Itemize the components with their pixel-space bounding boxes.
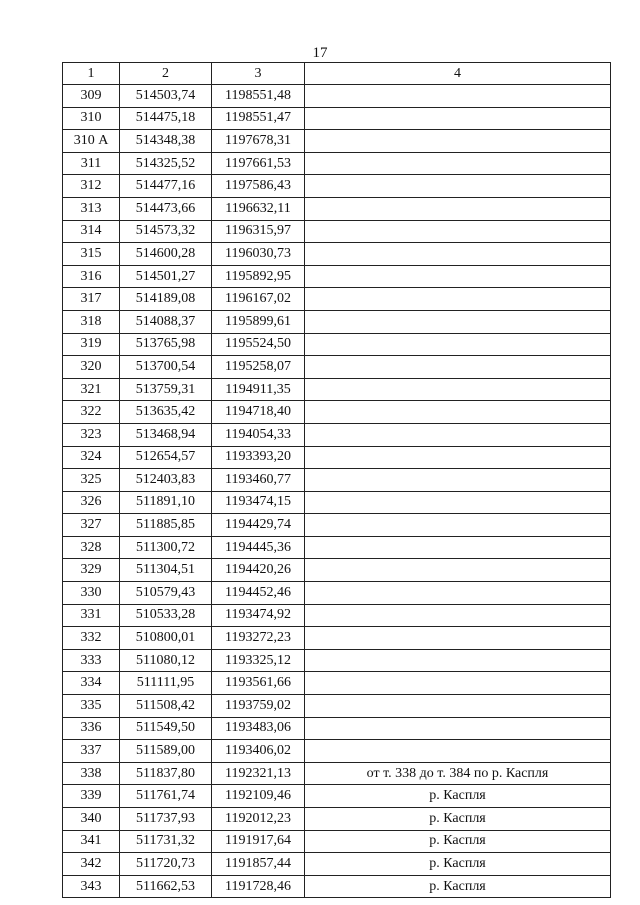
y-coordinate-cell: 1193325,12: [212, 649, 305, 672]
y-coordinate-cell: 1191857,44: [212, 853, 305, 876]
table-row: [63, 265, 611, 288]
y-coordinate-cell: 1196315,97: [212, 220, 305, 243]
table-row: [63, 197, 611, 220]
description-cell: [305, 220, 611, 243]
description-cell: [305, 243, 611, 266]
y-coordinate-cell: 1193474,92: [212, 604, 305, 627]
point-number-cell: 315: [63, 243, 120, 266]
table-row: [63, 649, 611, 672]
description-cell: [305, 582, 611, 605]
y-coordinate-cell: 1197586,43: [212, 175, 305, 198]
x-coordinate-cell: 513759,31: [120, 378, 212, 401]
description-cell: [305, 491, 611, 514]
table-row: [63, 762, 611, 785]
table-row: [63, 243, 611, 266]
table-row: [63, 491, 611, 514]
point-number-cell: 337: [63, 740, 120, 763]
x-coordinate-cell: 511662,53: [120, 875, 212, 898]
x-coordinate-cell: 514325,52: [120, 152, 212, 175]
y-coordinate-cell: 1193759,02: [212, 695, 305, 718]
x-coordinate-cell: 514348,38: [120, 130, 212, 153]
description-cell: от т. 338 до т. 384 по р. Каспля: [305, 762, 611, 785]
y-coordinate-cell: 1192012,23: [212, 808, 305, 831]
y-coordinate-cell: 1193474,15: [212, 491, 305, 514]
point-number-cell: 326: [63, 491, 120, 514]
point-number-cell: 320: [63, 356, 120, 379]
table-row: [63, 717, 611, 740]
description-cell: [305, 514, 611, 537]
y-coordinate-cell: 1198551,48: [212, 85, 305, 108]
table-row: [63, 559, 611, 582]
x-coordinate-cell: 513635,42: [120, 401, 212, 424]
x-coordinate-cell: 512654,57: [120, 446, 212, 469]
description-cell: [305, 310, 611, 333]
x-coordinate-cell: 514501,27: [120, 265, 212, 288]
table-row: [63, 378, 611, 401]
point-number-cell: 342: [63, 853, 120, 876]
point-number-cell: 324: [63, 446, 120, 469]
description-cell: [305, 536, 611, 559]
x-coordinate-cell: 511304,51: [120, 559, 212, 582]
x-coordinate-cell: 510800,01: [120, 627, 212, 650]
table-row: [63, 152, 611, 175]
y-coordinate-cell: 1195899,61: [212, 310, 305, 333]
table-header-row: [63, 63, 611, 85]
point-number-cell: 309: [63, 85, 120, 108]
y-coordinate-cell: 1196030,73: [212, 243, 305, 266]
description-cell: [305, 401, 611, 424]
point-number-cell: 329: [63, 559, 120, 582]
point-number-cell: 330: [63, 582, 120, 605]
x-coordinate-cell: 514189,08: [120, 288, 212, 311]
point-number-cell: 317: [63, 288, 120, 311]
y-coordinate-cell: 1195258,07: [212, 356, 305, 379]
y-coordinate-cell: 1192109,46: [212, 785, 305, 808]
description-cell: [305, 288, 611, 311]
y-coordinate-cell: 1193460,77: [212, 469, 305, 492]
description-cell: [305, 130, 611, 153]
table-row: [63, 627, 611, 650]
table-row: [63, 536, 611, 559]
point-number-cell: 327: [63, 514, 120, 537]
point-number-cell: 310 А: [63, 130, 120, 153]
description-cell: [305, 717, 611, 740]
table-row: [63, 695, 611, 718]
table-row: [63, 288, 611, 311]
table-row: [63, 423, 611, 446]
y-coordinate-cell: 1194429,74: [212, 514, 305, 537]
table-row: [63, 130, 611, 153]
column-header-point: 1: [63, 63, 120, 85]
description-cell: [305, 107, 611, 130]
point-number-cell: 335: [63, 695, 120, 718]
x-coordinate-cell: 511885,85: [120, 514, 212, 537]
table-row: [63, 175, 611, 198]
table-row: [63, 446, 611, 469]
column-header-y: 3: [212, 63, 305, 85]
y-coordinate-cell: 1193483,06: [212, 717, 305, 740]
point-number-cell: 321: [63, 378, 120, 401]
description-cell: [305, 265, 611, 288]
description-cell: [305, 423, 611, 446]
table-row: [63, 740, 611, 763]
point-number-cell: 334: [63, 672, 120, 695]
description-cell: [305, 649, 611, 672]
point-number-cell: 319: [63, 333, 120, 356]
point-number-cell: 338: [63, 762, 120, 785]
table-row: [63, 469, 611, 492]
x-coordinate-cell: 513765,98: [120, 333, 212, 356]
point-number-cell: 314: [63, 220, 120, 243]
description-cell: [305, 152, 611, 175]
y-coordinate-cell: 1197661,53: [212, 152, 305, 175]
x-coordinate-cell: 512403,83: [120, 469, 212, 492]
x-coordinate-cell: 514573,32: [120, 220, 212, 243]
column-header-description: 4: [305, 63, 611, 85]
y-coordinate-cell: 1193393,20: [212, 446, 305, 469]
y-coordinate-cell: 1196167,02: [212, 288, 305, 311]
x-coordinate-cell: 511549,50: [120, 717, 212, 740]
x-coordinate-cell: 511737,93: [120, 808, 212, 831]
point-number-cell: 311: [63, 152, 120, 175]
table-body: [63, 85, 611, 898]
x-coordinate-cell: 514473,66: [120, 197, 212, 220]
y-coordinate-cell: 1197678,31: [212, 130, 305, 153]
description-cell: [305, 559, 611, 582]
point-number-cell: 333: [63, 649, 120, 672]
point-number-cell: 312: [63, 175, 120, 198]
table-row: [63, 310, 611, 333]
y-coordinate-cell: 1194911,35: [212, 378, 305, 401]
table-row: [63, 333, 611, 356]
point-number-cell: 316: [63, 265, 120, 288]
point-number-cell: 340: [63, 808, 120, 831]
point-number-cell: 323: [63, 423, 120, 446]
x-coordinate-cell: 513700,54: [120, 356, 212, 379]
point-number-cell: 341: [63, 830, 120, 853]
description-cell: р. Каспля: [305, 853, 611, 876]
x-coordinate-cell: 511731,32: [120, 830, 212, 853]
y-coordinate-cell: 1195524,50: [212, 333, 305, 356]
x-coordinate-cell: 511761,74: [120, 785, 212, 808]
point-number-cell: 343: [63, 875, 120, 898]
description-cell: [305, 672, 611, 695]
x-coordinate-cell: 511720,73: [120, 853, 212, 876]
column-header-x: 2: [120, 63, 212, 85]
description-cell: [305, 333, 611, 356]
description-cell: [305, 197, 611, 220]
description-cell: [305, 469, 611, 492]
description-cell: [305, 378, 611, 401]
y-coordinate-cell: 1194420,26: [212, 559, 305, 582]
x-coordinate-cell: 511080,12: [120, 649, 212, 672]
table-row: [63, 785, 611, 808]
y-coordinate-cell: 1195892,95: [212, 265, 305, 288]
x-coordinate-cell: 513468,94: [120, 423, 212, 446]
x-coordinate-cell: 511111,95: [120, 672, 212, 695]
point-number-cell: 325: [63, 469, 120, 492]
x-coordinate-cell: 514503,74: [120, 85, 212, 108]
description-cell: [305, 695, 611, 718]
x-coordinate-cell: 511508,42: [120, 695, 212, 718]
y-coordinate-cell: 1194054,33: [212, 423, 305, 446]
x-coordinate-cell: 510533,28: [120, 604, 212, 627]
table-row: [63, 672, 611, 695]
x-coordinate-cell: 511300,72: [120, 536, 212, 559]
table-row: [63, 85, 611, 108]
table-row: [63, 875, 611, 898]
description-cell: [305, 740, 611, 763]
description-cell: [305, 85, 611, 108]
table-row: [63, 356, 611, 379]
point-number-cell: 318: [63, 310, 120, 333]
table-row: [63, 808, 611, 831]
x-coordinate-cell: 514088,37: [120, 310, 212, 333]
table-row: [63, 514, 611, 537]
point-number-cell: 328: [63, 536, 120, 559]
y-coordinate-cell: 1193272,23: [212, 627, 305, 650]
y-coordinate-cell: 1198551,47: [212, 107, 305, 130]
point-number-cell: 313: [63, 197, 120, 220]
point-number-cell: 331: [63, 604, 120, 627]
table-row: [63, 604, 611, 627]
description-cell: [305, 356, 611, 379]
point-number-cell: 339: [63, 785, 120, 808]
y-coordinate-cell: 1191728,46: [212, 875, 305, 898]
coordinates-table: [62, 62, 611, 898]
description-cell: р. Каспля: [305, 808, 611, 831]
description-cell: р. Каспля: [305, 830, 611, 853]
y-coordinate-cell: 1191917,64: [212, 830, 305, 853]
table-row: [63, 107, 611, 130]
x-coordinate-cell: 511891,10: [120, 491, 212, 514]
x-coordinate-cell: 514600,28: [120, 243, 212, 266]
x-coordinate-cell: 511837,80: [120, 762, 212, 785]
description-cell: р. Каспля: [305, 875, 611, 898]
x-coordinate-cell: 510579,43: [120, 582, 212, 605]
x-coordinate-cell: 514477,16: [120, 175, 212, 198]
description-cell: [305, 627, 611, 650]
point-number-cell: 322: [63, 401, 120, 424]
table-row: [63, 220, 611, 243]
point-number-cell: 310: [63, 107, 120, 130]
description-cell: [305, 175, 611, 198]
y-coordinate-cell: 1194718,40: [212, 401, 305, 424]
table-row: [63, 401, 611, 424]
y-coordinate-cell: 1196632,11: [212, 197, 305, 220]
table-row: [63, 853, 611, 876]
description-cell: [305, 446, 611, 469]
y-coordinate-cell: 1193561,66: [212, 672, 305, 695]
y-coordinate-cell: 1194452,46: [212, 582, 305, 605]
x-coordinate-cell: 511589,00: [120, 740, 212, 763]
page-number: 17: [312, 45, 328, 61]
x-coordinate-cell: 514475,18: [120, 107, 212, 130]
table-row: [63, 830, 611, 853]
y-coordinate-cell: 1194445,36: [212, 536, 305, 559]
description-cell: р. Каспля: [305, 785, 611, 808]
point-number-cell: 332: [63, 627, 120, 650]
y-coordinate-cell: 1193406,02: [212, 740, 305, 763]
table-row: [63, 582, 611, 605]
y-coordinate-cell: 1192321,13: [212, 762, 305, 785]
point-number-cell: 336: [63, 717, 120, 740]
description-cell: [305, 604, 611, 627]
